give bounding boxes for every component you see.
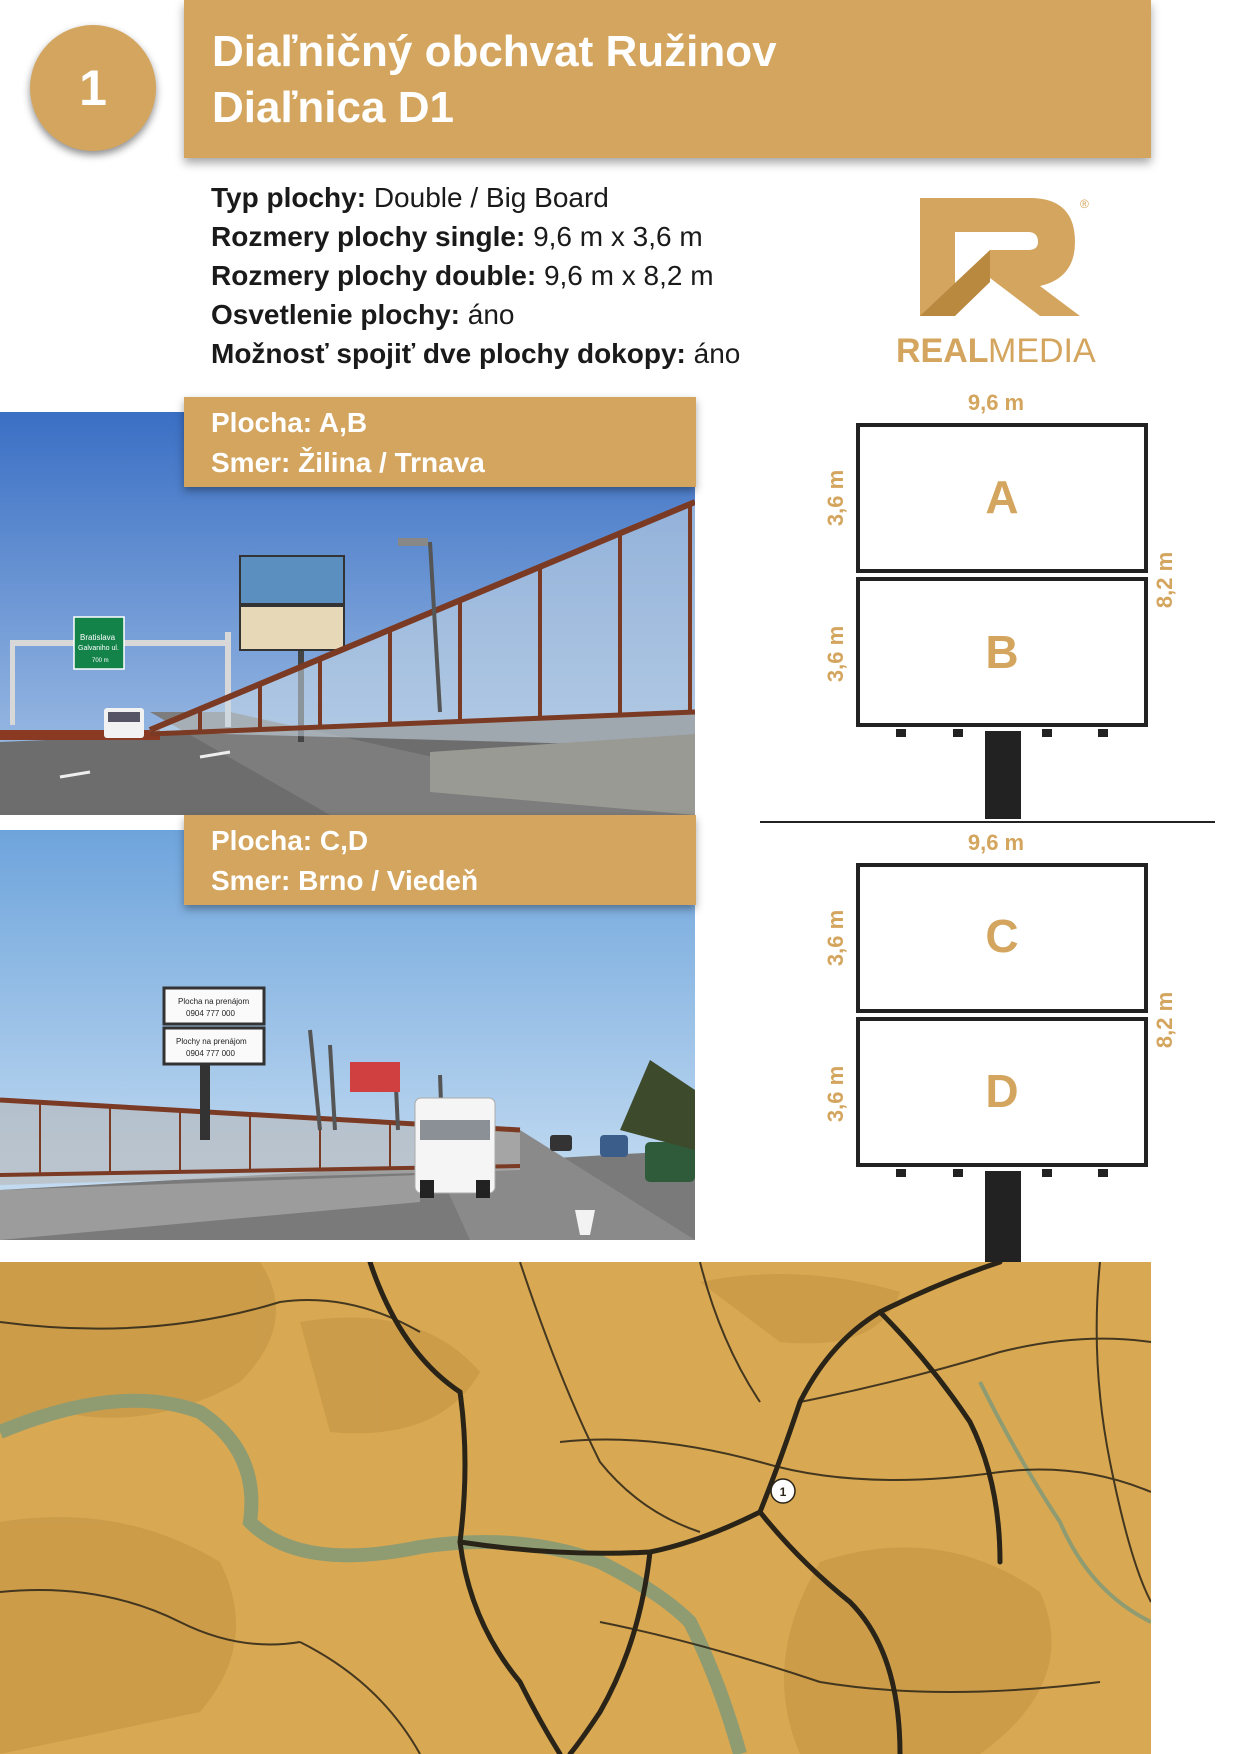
board-bottom-line-2: 0904 777 000 (186, 1049, 235, 1058)
width-label-top: 9,6 m (967, 390, 1025, 415)
realmedia-logo (880, 190, 1120, 370)
sign-text-3: 700 m (92, 658, 109, 664)
registered-mark: ® (1080, 197, 1089, 211)
panel-d-label: D (985, 1065, 1019, 1117)
direction-cd: Smer: Brno / Viedeň (211, 865, 479, 896)
billboard-dimensions-diagram (760, 385, 1220, 1265)
spec-single-size: Rozmery plochy single: 9,6 m x 3,6 m (211, 221, 703, 252)
sign-text-2: Galvaniho ul. (78, 645, 119, 652)
location-number: 1 (79, 60, 107, 116)
title-line-2: Diaľnica D1 (212, 83, 454, 132)
title-banner (184, 0, 1151, 158)
height-label-a: 3,6 m (823, 469, 848, 527)
total-height-label-top: 8,2 m (1152, 551, 1177, 609)
specs-list (211, 178, 740, 373)
location-number-badge (30, 25, 156, 151)
photo-label-cd (184, 815, 696, 905)
width-label-bottom: 9,6 m (967, 830, 1025, 855)
photo-label-ab (184, 397, 696, 487)
board-bottom-line-1: Plochy na prenájom (176, 1037, 247, 1046)
spec-lighting: Osvetlenie plochy: áno (211, 299, 515, 330)
direction-ab: Smer: Žilina / Trnava (211, 447, 485, 478)
billboard-upper (240, 556, 344, 604)
spec-combine: Možnosť spojiť dve plochy dokopy: áno (211, 338, 741, 369)
panel-a-label: A (985, 471, 1019, 523)
title-line-1: Diaľničný obchvat Ružinov (212, 27, 777, 76)
billboard-lower-cd (164, 1028, 264, 1064)
height-label-c: 3,6 m (823, 909, 848, 967)
board-top-line-2: 0904 777 000 (186, 1009, 235, 1018)
height-label-d: 3,6 m (823, 1065, 848, 1123)
billboard-lower (240, 606, 344, 650)
board-top-line-1: Plocha na prenájom (178, 997, 250, 1006)
location-map (0, 1262, 1151, 1754)
height-label-b: 3,6 m (823, 625, 848, 683)
sign-text-1: Bratislava (80, 633, 116, 642)
logo-word-real: REAL (896, 332, 989, 370)
total-height-label-bottom: 8,2 m (1152, 991, 1177, 1049)
location-marker-number: 1 (779, 1485, 787, 1499)
panel-b-label: B (985, 626, 1019, 678)
panel-c-label: C (985, 910, 1019, 962)
billboard-upper-cd (164, 988, 264, 1024)
logo-word-media: MEDIA (988, 332, 1096, 370)
spec-type: Typ plochy: Double / Big Board (211, 182, 609, 213)
surface-cd: Plocha: C,D (211, 825, 369, 856)
spec-double-size: Rozmery plochy double: 9,6 m x 8,2 m (211, 260, 714, 291)
surface-ab: Plocha: A,B (211, 407, 368, 438)
